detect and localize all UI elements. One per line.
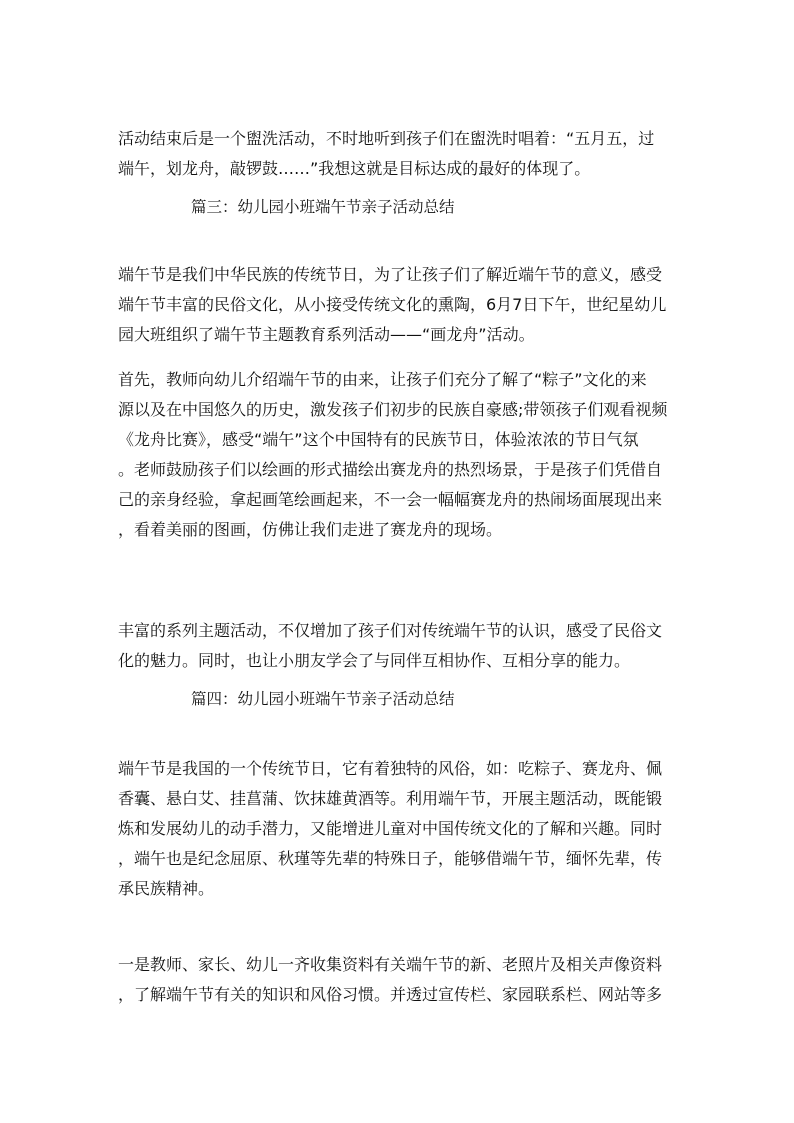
section-heading-part3 <box>118 192 678 222</box>
text-line: 活动结束后是一个盥洗活动，不时地听到孩子们在盥洗时唱着：“五月五，过 <box>118 129 655 148</box>
text-line: 香囊、悬白艾、挂菖蒲、饮抹雄黄酒等。利用端午节，开展主题活动，既能锻 <box>118 789 663 808</box>
text-line: 源以及在中国悠久的历史，激发孩子们初步的民族自豪感;带领孩子们观看视频 <box>118 400 668 419</box>
text-line: 丰富的系列主题活动，不仅增加了孩子们对传统端午节的认识，感受了民俗文 <box>118 621 663 640</box>
heading-text: 篇四：幼儿园小班端午节亲子活动总结 <box>191 690 455 708</box>
text-line: 承民族精神。 <box>118 879 215 898</box>
text-line: 端午节丰富的民俗文化，从小接受传统文化的熏陶，6月7日下午，世纪星幼儿 <box>118 295 667 314</box>
text-line: ，了解端午节有关的知识和风俗习惯。并透过宣传栏、家园联系栏、网站等多 <box>118 985 663 1004</box>
text-line: 端午节是我国的一个传统节日，它有着独特的风俗，如：吃粽子、赛龙舟、佩 <box>118 759 663 778</box>
text-line: 炼和发展幼儿的动手潜力，又能增进儿童对中国传统文化的了解和兴趣。同时 <box>118 819 663 838</box>
text-line: ，看着美丽的图画，仿佛让我们走进了赛龙舟的现场。 <box>118 520 503 539</box>
paragraph-part3-summary <box>118 616 678 676</box>
text-line: 《龙舟比赛》，感受“端午”这个中国特有的民族节日，体验浓浓的节日气氛 <box>118 430 639 449</box>
text-line: 。老师鼓励孩子们以绘画的形式描绘出赛龙舟的热烈场景，于是孩子们凭借自 <box>118 460 663 479</box>
text-line: ，端午也是纪念屈原、秋瑾等先辈的特殊日子，能够借端午节，缅怀先辈，传 <box>118 849 663 868</box>
paragraph-part4-intro <box>118 754 678 904</box>
paragraph-part3-first <box>118 365 678 545</box>
heading-text: 篇三：幼儿园小班端午节亲子活动总结 <box>191 198 455 216</box>
text-line: 端午节是我们中华民族的传统节日，为了让孩子们了解近端午节的意义，感受 <box>118 265 663 284</box>
text-line: 园大班组织了端午节主题教育系列活动——“画龙舟”活动。 <box>118 325 535 344</box>
text-line: 一是教师、家长、幼儿一齐收集资料有关端午节的新、老照片及相关声像资料 <box>118 955 663 974</box>
text-line: 化的魅力。同时，也让小朋友学会了与同伴互相协作、互相分享的能力。 <box>118 651 631 670</box>
text-line: 首先，教师向幼儿介绍端午节的由来，让孩子们充分了解了“粽子”文化的来 <box>118 370 647 389</box>
paragraph-activity-end <box>118 124 678 184</box>
section-heading-part4 <box>118 684 678 714</box>
paragraph-part4-first <box>118 950 678 1010</box>
text-line: 己的亲身经验，拿起画笔绘画起来，不一会一幅幅赛龙舟的热闹场面展现出来 <box>118 490 663 509</box>
text-line: 端午，划龙舟，敲锣鼓……”我想这就是目标达成的最好的体现了。 <box>118 159 591 178</box>
paragraph-part3-intro <box>118 260 678 350</box>
